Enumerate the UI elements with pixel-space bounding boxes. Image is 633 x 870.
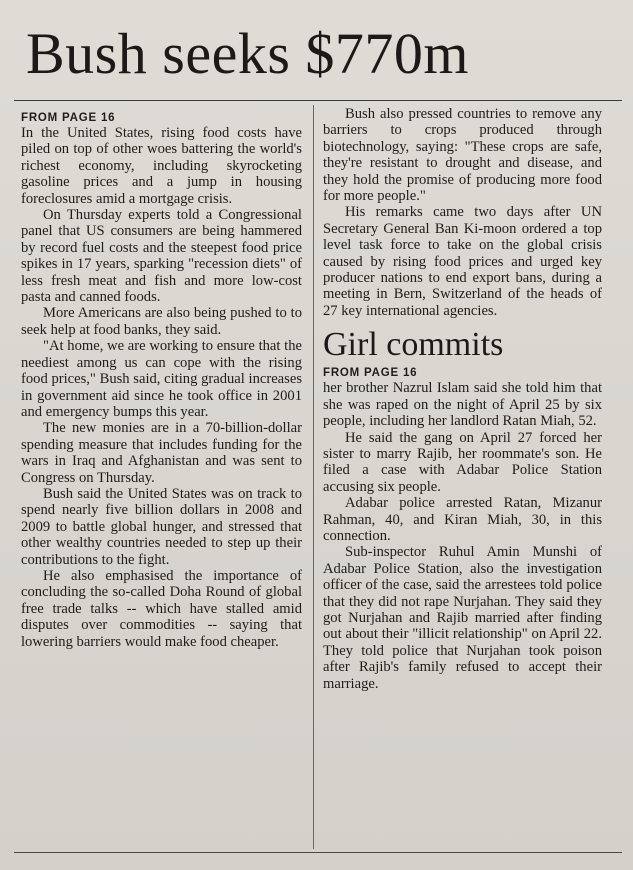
paragraph: He also emphasised the importance of concluding the so-called Doha Round of global free trade talks -- which have stalled amid disputes over commodities -- saying that lowering barriers would make food cheaper. [21,567,302,650]
article-bush-column-1 [21,112,302,650]
headline-bush-seeks: Bush seeks $770m [26,21,469,86]
paragraph: In the United States, rising food costs have piled on top of other woes battering the world's richest economy, including skyrocketing gasoline prices and a jump in housing foreclosures amid a mortgage crisis. [21,125,302,207]
bottom-rule [14,852,622,853]
kicker-from-page-16: FROM PAGE 16 [21,112,116,124]
paragraph: "At home, we are working to ensure that the neediest among us can cope with the rising food prices," Bush said, citing gradual increases in government aid since he took office in 2001 and emergency bumps this year. [21,338,302,420]
paragraph: her brother Nazrul Islam said she told him that she was raped on the night of April 25 by six people, including her landlord Ratan Miah, 52. [323,380,602,430]
paragraph: Bush said the United States was on track to spend nearly five billion dollars in 2008 and 2009 to battle global hunger, and stressed that other wealthy countries needed to step up their contributions to the fight. [21,485,302,568]
article-right-column [323,106,602,692]
paragraph: The new monies are in a 70-billion-dollar spending measure that includes funding for the wars in Iraq and Afghanistan and was sent to Congress on Thursday. [21,420,302,486]
column-divider [313,105,314,849]
kicker-from-page-16: FROM PAGE 16 [323,367,418,380]
paragraph: Bush also pressed countries to remove any barriers to crops produced through biotechnology, saying: "These crops are safe, they're resistant to drought and disease, and they hold the promise of producing more food for more people." [323,106,602,205]
paragraph: Sub-inspector Ruhul Amin Munshi of Adabar Police Station, also the investigation officer of the case, said the arrestees told police that they did not rape Nurjahan. They said they got Nurjahan and Rajib married after finding out about their "illicit relationship" on April 22. They told police that Nurjahan took poison after Rajib's family refused to accept their marriage. [323,544,602,692]
headline-girl-commits: Girl commits [323,326,504,364]
headline-rule [14,100,622,101]
paragraph: On Thursday experts told a Congressional panel that US consumers are being hammered by record fuel costs and the steepest food price spikes in 17 years, sparking "recession diets" of less fresh meat and fish and more low-cost pasta and canned foods. [21,207,302,306]
paragraph: He said the gang on April 27 forced her sister to marry Rajib, her roommate's son. He filed a case with Adabar Police Station accusing six people. [323,429,602,495]
paragraph: Adabar police arrested Ratan, Mizanur Rahman, 40, and Kiran Miah, 30, in this connection. [323,495,602,544]
paragraph: His remarks came two days after UN Secretary General Ban Ki-moon ordered a top level task force to take on the global crisis caused by rising food prices and urged key producer nations to end export bans, during a meeting in Bern, Switzerland of the heads of 27 key international agencies. [323,204,602,319]
paragraph: More Americans are also being pushed to to seek help at food banks, they said. [21,305,302,338]
